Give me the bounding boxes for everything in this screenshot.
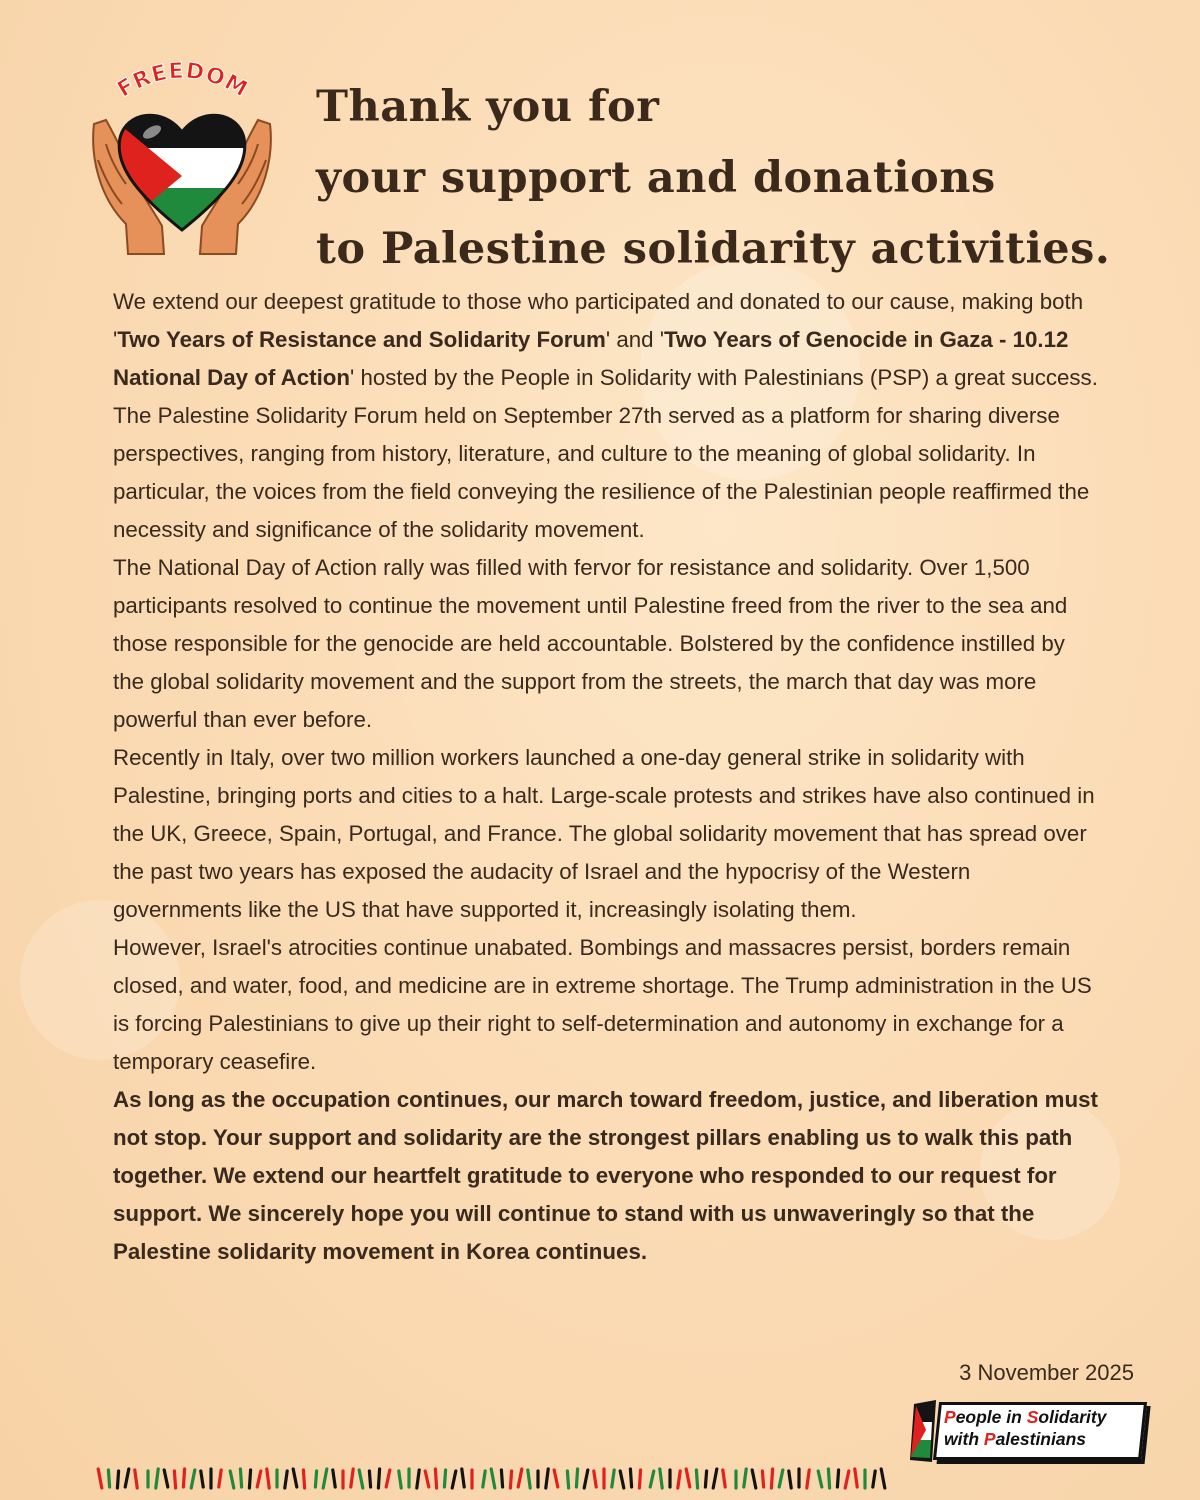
psp-line-2: with Palestinians	[944, 1429, 1087, 1449]
title-line-3: to Palestine solidarity activities.	[316, 224, 1111, 274]
letter-body	[113, 283, 1098, 1271]
freedom-badge-text: FREEDOM	[113, 58, 253, 103]
hands-heart-icon	[82, 58, 282, 258]
stripe-mark	[108, 1470, 109, 1487]
stripe-mark	[807, 1470, 809, 1488]
stripe-mark	[501, 1470, 502, 1487]
stripe-mark	[881, 1469, 885, 1488]
action-day-name: Two Years of Genocide in Gaza - 10.12 National Day of Action	[113, 327, 1069, 390]
stripe-mark	[219, 1470, 221, 1487]
stripe-mark	[620, 1471, 624, 1488]
stripe-mark	[554, 1470, 558, 1487]
paragraph-atrocities: However, Israel's atrocities continue unabated. Bombings and massacres persist, borders remain closed, and water, food, and medicine are in extreme shortage. The Trump administration in the US is forcing Palestinians to give up their right to self-determination and autonomy in exchange for a temporary ceasefire.	[113, 935, 1092, 1074]
psp-logo-text	[944, 1406, 1144, 1450]
stripe-mark	[584, 1470, 588, 1488]
stripe-mark	[612, 1470, 614, 1487]
stripe-mark	[359, 1470, 363, 1488]
forum-name: Two Years of Resistance and Solidarity Forum	[117, 327, 606, 352]
stripe-mark	[444, 1470, 445, 1487]
psp-line-1: People in Solidarity	[944, 1407, 1107, 1427]
stripe-mark	[240, 1469, 241, 1487]
paragraph-intro	[113, 283, 1098, 397]
paragraph-closing: As long as the occupation continues, our march toward freedom, justice, and liberation must not stop. Your support and solidarity are the strongest pillars enabling us to walk this path together. We extend our heartfelt gratitude to everyone who responded to our request for support. We sincerely hope you will continue to stand with us unwaveringly so that the Palestine solidarity movement in Korea continues.	[113, 1087, 1098, 1264]
stripe-mark	[594, 1471, 596, 1487]
stripe-mark	[546, 1469, 548, 1488]
stripe-mark	[818, 1471, 822, 1487]
stripe-mark	[873, 1471, 875, 1487]
stripe-mark	[630, 1469, 631, 1487]
stripe-mark	[789, 1471, 791, 1488]
stripe-mark	[98, 1469, 102, 1488]
psp-org-logo	[906, 1400, 1146, 1462]
stripe-mark	[660, 1469, 662, 1488]
stripe-mark	[323, 1469, 327, 1488]
paragraph-rally: The National Day of Action rally was filled with fervor for resistance and solidarity. Over 1,500 participants resolved to continue the movement until Palestine freed from the river to the sea and those responsible for the genocide are held accountable. Bolstered by the confidence instilled by the global solidarity movement and the support from the streets, the march that day was more powerful than ever before.	[113, 555, 1068, 732]
stripe-mark	[528, 1470, 530, 1488]
stripe-mark	[369, 1471, 370, 1487]
stripe-mark	[315, 1471, 316, 1487]
intro-text-1: We extend our deepest gratitude to those who participated and donated to our cause, making both '	[113, 289, 1084, 352]
stripe-mark	[567, 1471, 568, 1488]
stripe-mark	[135, 1470, 137, 1488]
stripe-mark	[828, 1469, 829, 1488]
stripe-mark	[191, 1470, 195, 1488]
stripe-mark	[201, 1471, 203, 1487]
letter-date: 3 November 2025	[959, 1360, 1134, 1385]
intro-text-3: ' hosted by the People in Solidarity with Palestinians (PSP) a great success.	[350, 365, 1098, 390]
stripe-mark	[417, 1470, 419, 1488]
stripe-mark	[249, 1470, 250, 1488]
stripe-mark	[837, 1470, 838, 1487]
page-title	[316, 72, 1110, 285]
stripe-mark	[174, 1471, 175, 1488]
stripe-mark	[576, 1469, 577, 1487]
decorative-stripes	[96, 1466, 896, 1492]
stripe-mark	[117, 1471, 118, 1488]
stripe-mark	[303, 1470, 304, 1488]
stripe-mark	[267, 1469, 269, 1488]
stripe-mark	[285, 1471, 287, 1488]
stripe-mark	[333, 1470, 335, 1487]
stripe-mark	[650, 1471, 654, 1487]
freedom-heart-logo	[82, 58, 282, 258]
stripe-mark	[744, 1469, 746, 1487]
stripe-mark	[462, 1469, 464, 1487]
stripe-mark	[183, 1469, 184, 1487]
stripe-mark	[639, 1470, 640, 1488]
svg-text:FREEDOM	[113, 59, 252, 103]
title-line-2: your support and donations	[316, 153, 996, 203]
stripe-mark	[164, 1470, 168, 1487]
stripe-mark	[723, 1470, 725, 1487]
paragraph-global: Recently in Italy, over two million workers launched a one-day general strike in solidarity with Palestine, bringing ports and cities to a halt. Large-scale protests and strikes have also continued in the UK, Greece, Spain, Portugal, and France. The global solidarity movement that has spread over the past two years has exposed the audacity of Israel and the hypocrisy of the Western governments like the US that have supported it, increasingly isolating them.	[113, 745, 1095, 922]
stripe-mark	[452, 1471, 456, 1488]
stripe-mark	[351, 1469, 353, 1487]
stripe-mark	[855, 1469, 857, 1487]
stripe-mark	[779, 1470, 783, 1487]
stripe-mark	[518, 1469, 522, 1487]
stripe-mark	[686, 1469, 690, 1487]
stripe-mark	[125, 1469, 129, 1487]
paragraph-forum: The Palestine Solidarity Forum held on September 27th served as a platform for sharing diverse perspectives, ranging from history, literature, and culture to the meaning of global solidarity. In particular, the voices from the field conveying the resilience of the Palestinian people reaffirmed the necessity and significance of the solidarity movement.	[113, 403, 1090, 542]
stripe-mark	[845, 1471, 849, 1488]
title-line-1: Thank you for	[316, 82, 660, 132]
stripe-mark	[230, 1471, 234, 1488]
stripe-mark	[752, 1470, 756, 1488]
stripe-mark	[713, 1469, 717, 1488]
stripe-mark	[771, 1469, 772, 1488]
stripe-mark	[678, 1471, 680, 1488]
stripe-mark	[156, 1469, 158, 1488]
stripe-mark	[696, 1470, 697, 1488]
stripe-mark	[378, 1469, 379, 1488]
stripe-mark	[386, 1470, 390, 1487]
stripe-mark	[762, 1471, 763, 1487]
stripe-mark	[483, 1471, 485, 1487]
stripe-mark	[399, 1471, 401, 1488]
stripe-mark	[491, 1469, 495, 1488]
stripe-mark	[705, 1471, 706, 1487]
stripe-mark	[257, 1471, 261, 1487]
stripe-mark	[293, 1469, 297, 1487]
intro-text-2: ' and '	[605, 327, 664, 352]
stripe-mark	[425, 1471, 429, 1487]
stripe-mark	[435, 1469, 436, 1488]
stripe-mark	[510, 1471, 511, 1488]
